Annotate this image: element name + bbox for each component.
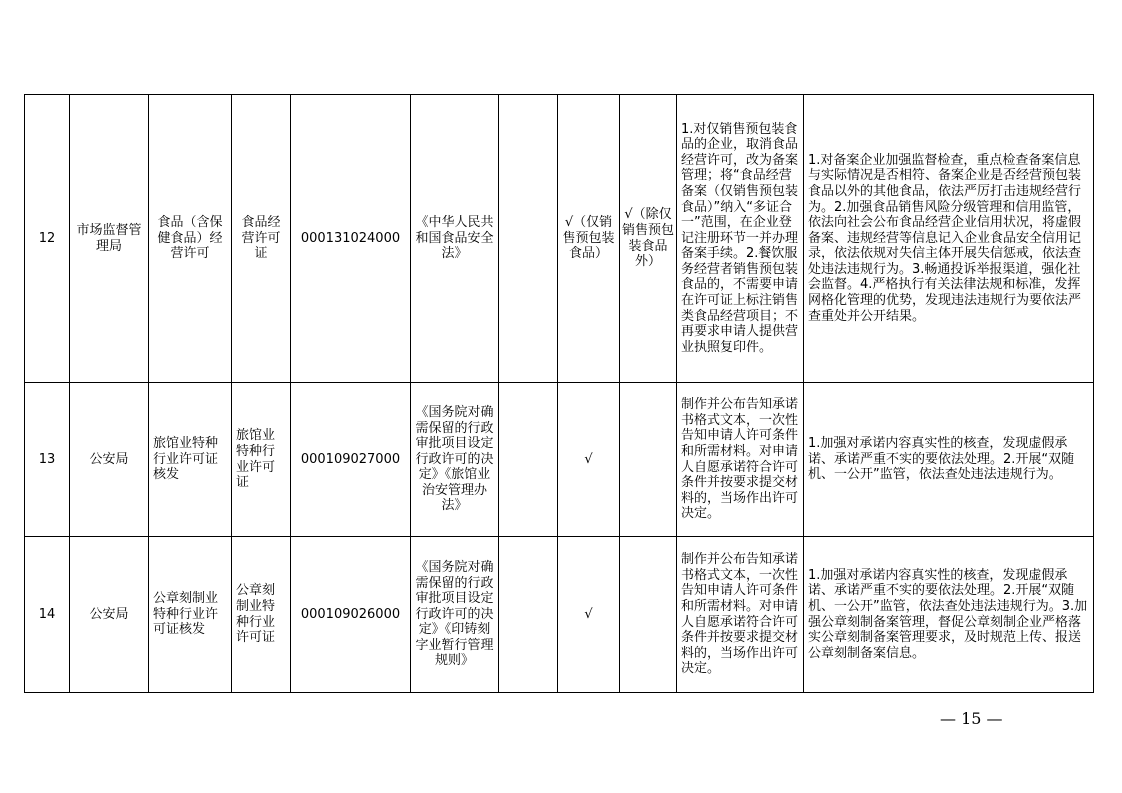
seq-cell: 12: [25, 95, 70, 383]
item-code-cell: 000131024000: [291, 95, 411, 383]
supervision-measures-cell: 1.加强对承诺内容真实性的核查，发现虚假承诺、承诺严重不实的要依法处理。2.开展“双随机、一公开”监管，依法查处违法违规行为。: [804, 383, 1094, 537]
page-number: — 15 —: [940, 709, 1003, 728]
mark-cell-a: [499, 383, 558, 537]
reform-measures-cell: 1.对仅销售预包装食品的企业，取消食品经营许可，改为备案管理；将“食品经营备案（仅销售预包装食品）”纳入“多证合一”范围，在企业登记注册环节一并办理备案手续。2.餐饮服务经营者销售预包装食品的，不需要申请在许可证上标注销售类食品经营项目；不再要求申请人提供营业执照复印件。: [677, 95, 804, 383]
seq-cell: 14: [25, 537, 70, 693]
supervision-measures-cell: 1.加强对承诺内容真实性的核查，发现虚假承诺、承诺严重不实的要依法处理。2.开展“双随机、一公开”监管，依法查处违法违规行为。3.加强公章刻制备案管理，督促公章刻制企业严格落实公章刻制备案管理要求，及时规范上传、报送公章刻制备案信息。: [804, 537, 1094, 693]
certificate-cell: 食品经营许可证: [232, 95, 291, 383]
supervision-measures-cell: 1.对备案企业加强监督检查，重点检查备案信息与实际情况是否相符、备案企业是否经营预包装食品以外的其他食品，依法严厉打击违规经营行为。2.加强食品销售风险分级管理和信用监管，依法向社会公布食品经营企业信用状况，将虚假备案、违规经营等信息记入企业食品安全信用记录，依法依规对失信主体开展失信惩戒，依法查处违法违规行为。3.畅通投诉举报渠道，强化社会监督。4.严格执行有关法律法规和标准，发挥网格化管理的优势，发现违法违规行为要依法严查重处并公开结果。: [804, 95, 1094, 383]
item-name-cell: 公章刻制业特种行业许可证核发: [149, 537, 232, 693]
department-cell: 公安局: [70, 383, 149, 537]
mark-cell-a: [499, 95, 558, 383]
legal-basis-cell: 《中华人民共和国食品安全法》: [411, 95, 499, 383]
certificate-cell: 旅馆业特种行业许可证: [232, 383, 291, 537]
table-row: [25, 383, 1094, 537]
item-name-cell: 食品（含保健食品）经营许可: [149, 95, 232, 383]
mark-cell-b: √（仅销售预包装食品）: [558, 95, 620, 383]
seq-cell: 13: [25, 383, 70, 537]
table-row: [25, 537, 1094, 693]
mark-cell-b: √: [558, 537, 620, 693]
reform-items-table: [24, 94, 1094, 693]
mark-cell-c: [620, 537, 677, 693]
mark-cell-a: [499, 537, 558, 693]
mark-cell-b: √: [558, 383, 620, 537]
department-cell: 公安局: [70, 537, 149, 693]
mark-cell-c: [620, 383, 677, 537]
item-name-cell: 旅馆业特种行业许可证核发: [149, 383, 232, 537]
mark-cell-c: √（除仅销售预包装食品外）: [620, 95, 677, 383]
item-code-cell: 000109027000: [291, 383, 411, 537]
item-code-cell: 000109026000: [291, 537, 411, 693]
legal-basis-cell: 《国务院对确需保留的行政审批项目设定行政许可的决定》《旅馆业治安管理办法》: [411, 383, 499, 537]
reform-measures-cell: 制作并公布告知承诺书格式文本，一次性告知申请人许可条件和所需材料。对申请人自愿承诺符合许可条件并按要求提交材料的，当场作出许可决定。: [677, 383, 804, 537]
reform-measures-cell: 制作并公布告知承诺书格式文本，一次性告知申请人许可条件和所需材料。对申请人自愿承诺符合许可条件并按要求提交材料的，当场作出许可决定。: [677, 537, 804, 693]
department-cell: 市场监督管理局: [70, 95, 149, 383]
certificate-cell: 公章刻制业特种行业许可证: [232, 537, 291, 693]
table-row: [25, 95, 1094, 383]
legal-basis-cell: 《国务院对确需保留的行政审批项目设定行政许可的决定》《印铸刻字业暂行管理规则》: [411, 537, 499, 693]
